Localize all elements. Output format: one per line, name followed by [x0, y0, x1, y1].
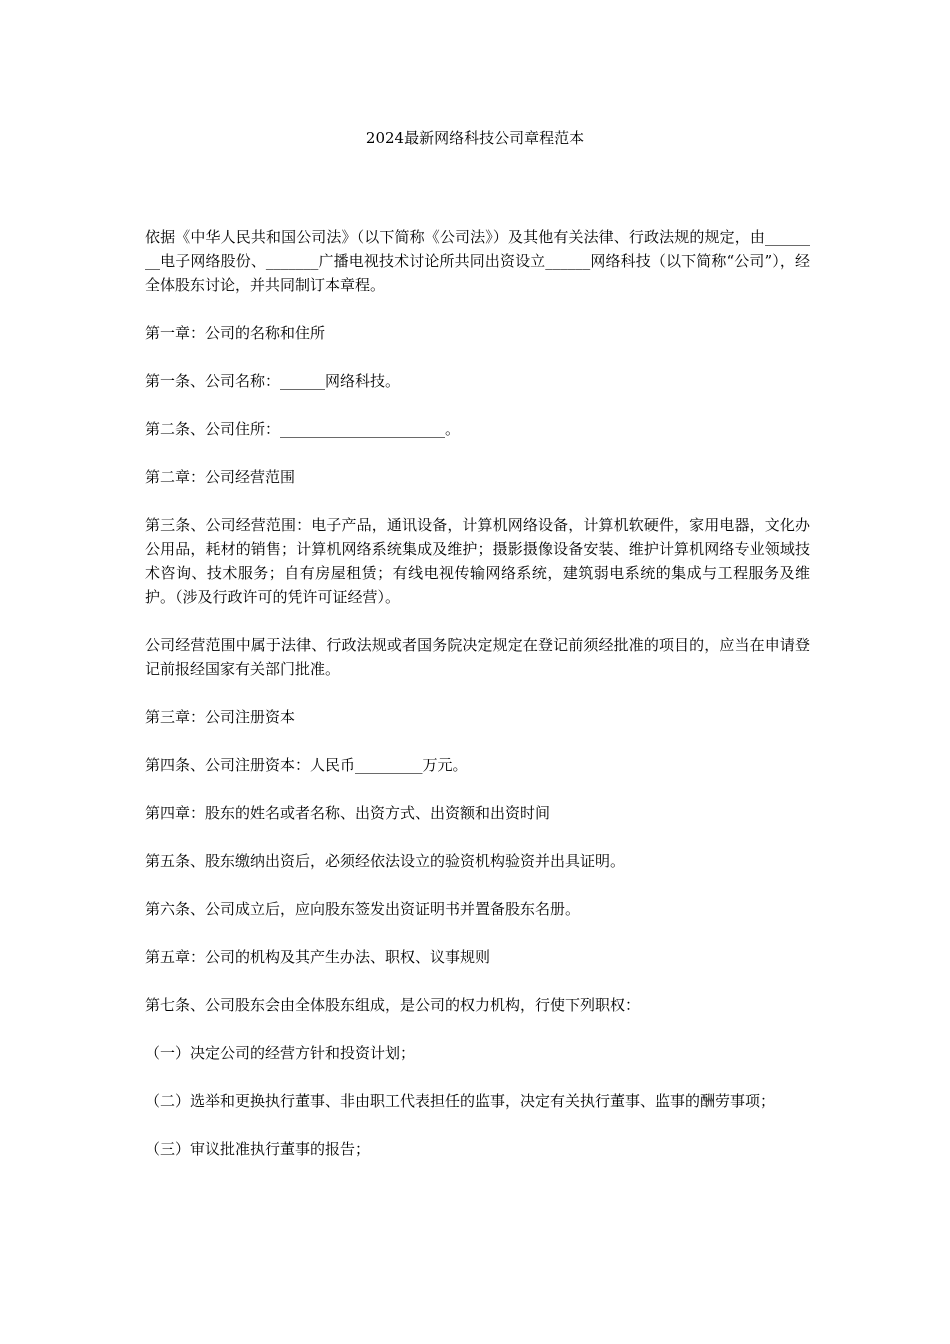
document-title: 2024最新网络科技公司章程范本 — [365, 129, 585, 147]
document-body — [145, 225, 810, 1185]
article-paragraph: 第二条、公司住所：______________________。 — [145, 420, 461, 438]
list-item: （二）选举和更换执行董事、非由职工代表担任的监事，决定有关执行董事、监事的酬劳事项； — [145, 1092, 776, 1110]
chapter-heading: 第二章：公司经营范围 — [145, 468, 296, 486]
article-paragraph: 第一条、公司名称：______网络科技。 — [145, 372, 401, 390]
list-item: （一）决定公司的经营方针和投资计划； — [145, 1044, 416, 1062]
paragraph-preamble: 依据《中华人民共和国公司法》（以下简称《公司法》）及其他有关法律、行政法规的规定，由________电子网络股份、_______广播电视技术讨论所共同出资设立______网络科技（以下简称“公司”），经全体股东讨论，并共同制订本章程。 — [145, 228, 810, 294]
chapter-heading: 第五章：公司的机构及其产生办法、职权、议事规则 — [145, 948, 491, 966]
chapter-heading: 第三章：公司注册资本 — [145, 708, 296, 726]
list-item: （三）审议批准执行董事的报告； — [145, 1140, 371, 1158]
chapter-heading: 第一章：公司的名称和住所 — [145, 324, 326, 342]
article-paragraph: 第四条、公司注册资本：人民币_________万元。 — [145, 756, 468, 774]
article-paragraph: 第六条、公司成立后，应向股东签发出资证明书并置备股东名册。 — [145, 900, 581, 918]
chapter-heading: 第四章：股东的姓名或者名称、出资方式、出资额和出资时间 — [145, 804, 551, 822]
article-paragraph: 第三条、公司经营范围：电子产品，通讯设备，计算机网络设备，计算机软硬件，家用电器，文化办公用品，耗材的销售；计算机网络系统集成及维护；摄影摄像设备安装、维护计算机网络专业领域技术咨询、技术服务；自有房屋租赁；有线电视传输网络系统，建筑弱电系统的集成与工程服务及维护。（涉及行政许可的凭许可证经营）。 — [145, 516, 810, 606]
body-paragraph: 公司经营范围中属于法律、行政法规或者国务院决定规定在登记前须经批准的项目的，应当在申请登记前报经国家有关部门批准。 — [145, 636, 810, 678]
article-paragraph: 第五条、股东缴纳出资后，必须经依法设立的验资机构验资并出具证明。 — [145, 852, 626, 870]
article-paragraph: 第七条、公司股东会由全体股东组成，是公司的权力机构，行使下列职权： — [145, 996, 641, 1014]
